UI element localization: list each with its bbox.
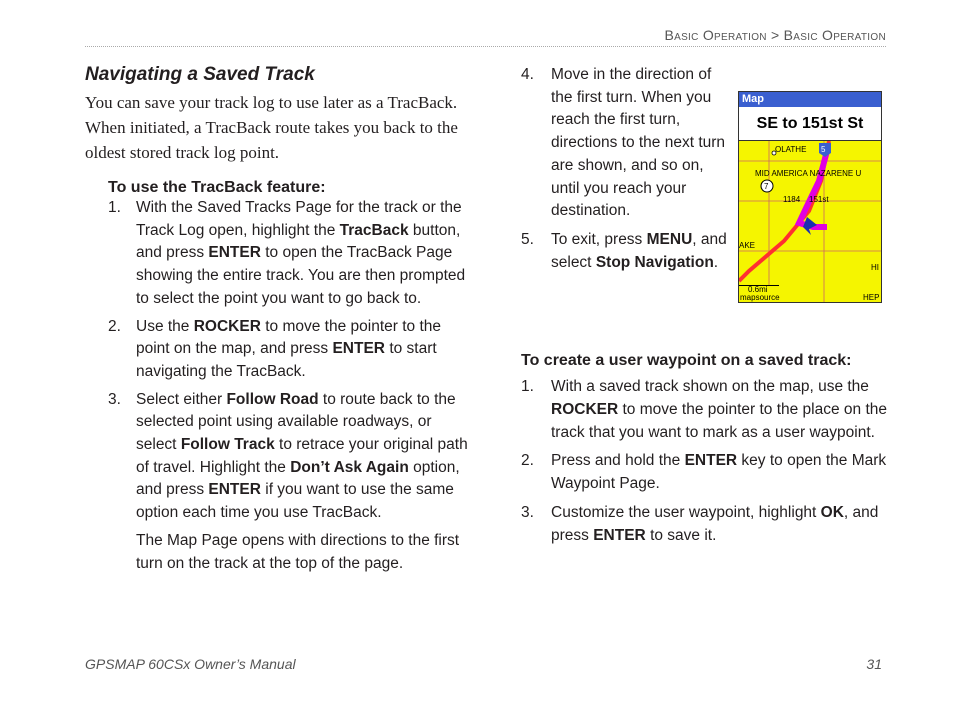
step-text: Select either Follow Road to route back to the selected point using available roadways, or select Follow Track to retrace your original path of travel. Highlight the Don’t Ask Again option, and press ENTER if you want to use the same option each time you use TracBack. <box>136 390 468 522</box>
map-label-shield-7: 7 <box>764 182 769 191</box>
map-label-mid-america: MID AMERICA NAZARENE U <box>755 169 862 178</box>
step-number: 1. <box>521 378 534 396</box>
step-number: 2. <box>108 317 121 335</box>
map-graphic <box>739 141 881 302</box>
map-label-ake: AKE <box>739 241 756 250</box>
map-label-hep: HEP <box>863 293 880 302</box>
footer-manual-title: GPSMAP 60CSx Owner’s Manual <box>85 656 296 672</box>
tracback-steps <box>108 197 470 575</box>
step-text: Press and hold the ENTER key to open the Mark Waypoint Page. <box>551 452 887 493</box>
map-label-hi: HI <box>871 263 879 272</box>
step-text: With the Saved Tracks Page for the track or the Track Log open, highlight the TracBack button, and press ENTER to open the TracBack Page showing the entire track. You are then prompted to select the point you want to go back to. <box>136 199 466 307</box>
header-breadcrumb: Basic Operation > Basic Operation <box>664 27 886 43</box>
step-text: To exit, press MENU, and select Stop Navigation. <box>551 230 727 271</box>
step-number: 4. <box>521 66 534 83</box>
map-area <box>739 141 881 302</box>
map-direction-banner: SE to 151st St <box>739 107 881 141</box>
tracback-procedure-heading: To use the TracBack feature: <box>108 179 326 196</box>
step-text: Customize the user waypoint, highlight OK, and press ENTER to save it. <box>551 503 879 544</box>
section-title: Navigating a Saved Track <box>85 64 315 85</box>
step-item <box>108 316 470 384</box>
step-number: 1. <box>108 199 121 216</box>
map-scale-value: 0.6mi <box>748 285 768 294</box>
map-label-road-151st: 151st <box>809 195 829 204</box>
step-item <box>521 502 889 547</box>
step-text: Use the ROCKER to move the pointer to the point on the map, and press ENTER to start navigating the TracBack. <box>136 317 441 380</box>
step-item <box>521 376 889 444</box>
map-page-screenshot <box>738 91 882 303</box>
intro-paragraph: You can save your track log to use later as a TracBack. When initiated, a TracBack route takes you back to the oldest stored track log point. <box>85 93 458 162</box>
step-note: The Map Page opens with directions to the first turn on the track at the top of the page. <box>136 531 460 572</box>
step-number: 5. <box>521 230 534 248</box>
step-number: 2. <box>521 452 534 470</box>
footer-page-number: 31 <box>866 656 882 672</box>
map-brand-label: mapsource <box>740 293 780 302</box>
map-scale <box>739 285 779 302</box>
step-text: Move in the direction of the first turn. When you reach the first turn, directions to the next turn are shown, and so on, until you reach your destination. <box>551 66 726 220</box>
map-label-road-1184: 1184 <box>783 195 801 204</box>
right-column <box>521 64 889 553</box>
step-text: With a saved track shown on the map, use the ROCKER to move the pointer to the place on the track that you want to mark as a user waypoint. <box>551 378 888 441</box>
step-number: 3. <box>521 503 534 521</box>
map-label-olathe: OLATHE <box>775 145 807 154</box>
map-titlebar: Map <box>739 92 881 107</box>
map-label-shield-5: 5 <box>821 145 826 154</box>
waypoint-procedure-heading: To create a user waypoint on a saved track: <box>521 352 852 370</box>
step-item <box>108 197 470 311</box>
step-item <box>108 389 470 576</box>
waypoint-steps <box>521 376 889 547</box>
header-divider <box>85 46 886 47</box>
step-item <box>521 450 889 495</box>
step-number: 3. <box>108 390 121 408</box>
left-column <box>85 64 470 580</box>
